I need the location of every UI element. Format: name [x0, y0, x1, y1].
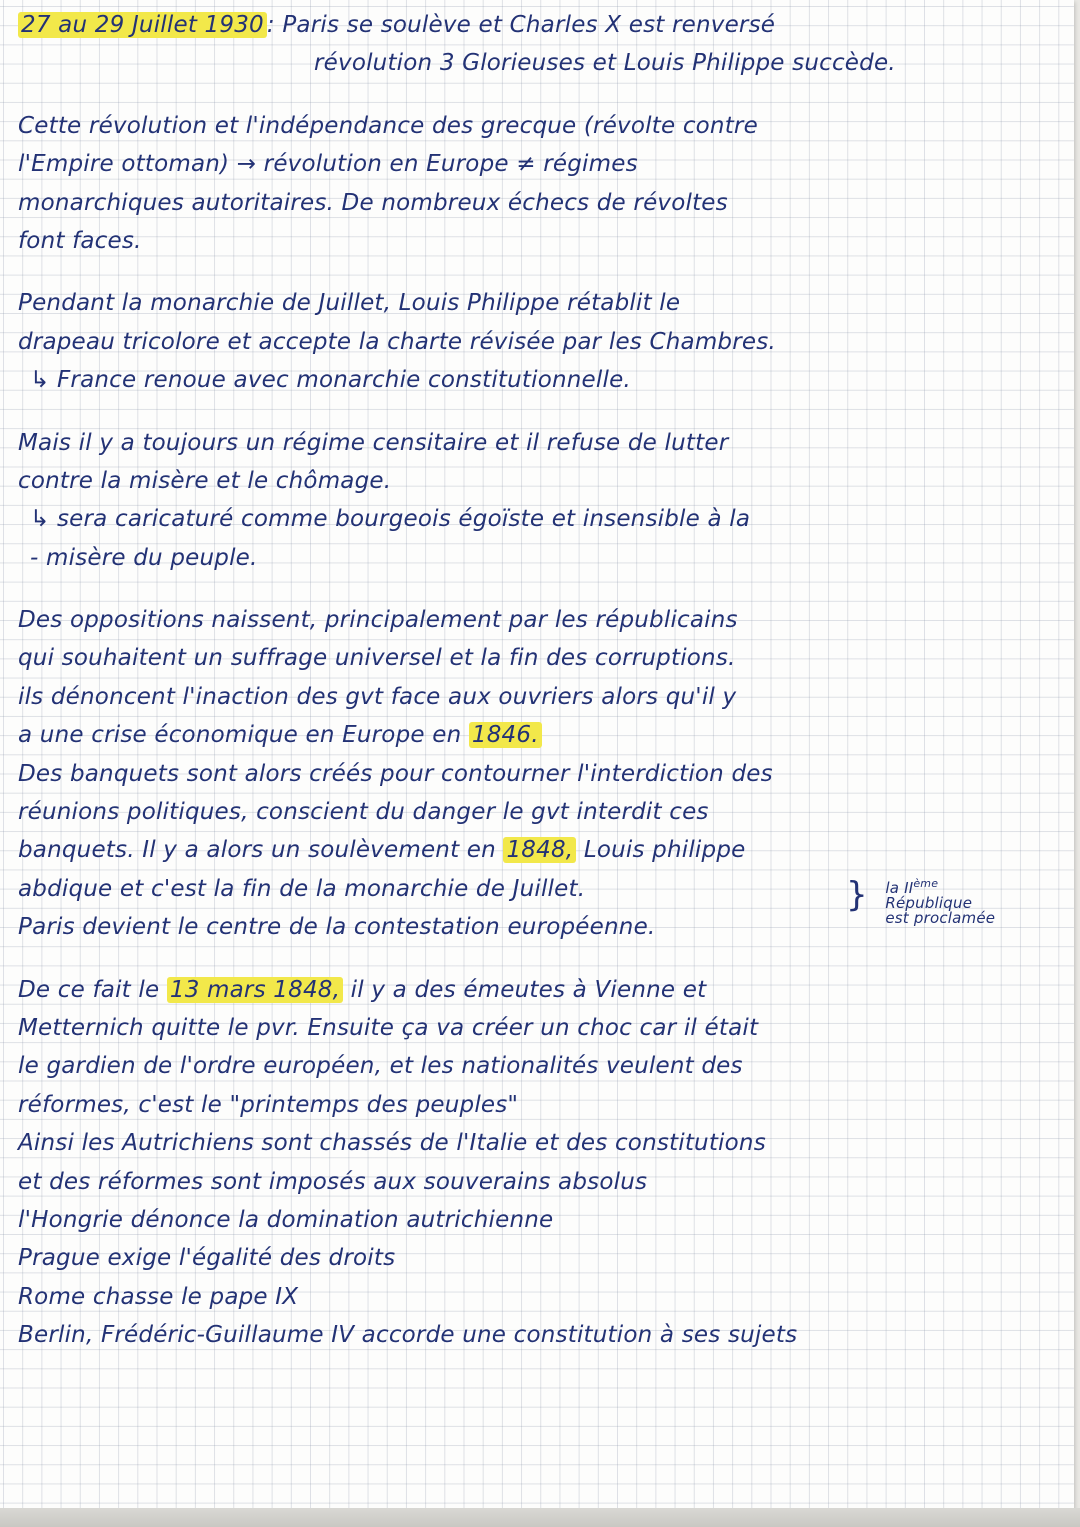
text-segment: a une crise économique en Europe en — [18, 722, 462, 749]
side-note-line: est proclamée — [885, 908, 996, 927]
scan-edge — [0, 1508, 1080, 1527]
text-line: monarchiques autoritaires. De nombreux échecs de révoltes — [18, 189, 728, 216]
text-line: contre la misère et le chômage. — [18, 467, 392, 494]
text-line — [18, 971, 1066, 1009]
spacer — [18, 260, 1066, 284]
spacer — [18, 400, 1066, 424]
text-segment: De ce fait le — [18, 976, 160, 1003]
text-line: font faces. — [18, 227, 142, 254]
abdication-block — [18, 870, 1066, 947]
text-segment: il y a des émeutes à Vienne et — [350, 976, 707, 1003]
side-note-line: la II — [885, 878, 914, 897]
text-segment: Louis philippe — [583, 837, 746, 864]
text-line: Pendant la monarchie de Juillet, Louis Philippe rétablit le — [18, 290, 681, 317]
text-line: ils dénoncent l'inaction des gvt face aux ouvriers alors qu'il y — [18, 683, 737, 710]
text-line — [18, 831, 1066, 869]
text-line: Mais il y a toujours un régime censitaire et il refuse de lutter — [18, 429, 729, 456]
spacer — [18, 947, 1066, 971]
text-line: le gardien de l'ordre européen, et les nationalités veulent des — [18, 1053, 743, 1080]
text-line: Des oppositions naissent, principalement par les républicains — [18, 607, 738, 634]
title-date-highlight: 27 au 29 Juillet 1930 — [18, 12, 267, 38]
date-highlight-1848: 1848, — [503, 837, 576, 863]
side-note — [846, 876, 995, 926]
text-line: et des réformes sont imposés aux souverains absolus — [18, 1168, 648, 1195]
title-line-1 — [18, 6, 1066, 44]
paragraph-printemps-peuples — [18, 971, 1066, 1355]
brace-glyph: } — [846, 874, 868, 915]
text-segment: banquets. Il y a alors un soulèvement en — [18, 837, 496, 864]
text-line: réformes, c'est le "printemps des peuples" — [18, 1091, 519, 1118]
text-line: abdique et c'est la fin de la monarchie de Juillet. — [18, 875, 586, 902]
text-line: l'Empire ottoman) → révolution en Europe ≠ régimes — [18, 151, 638, 178]
side-note-text — [885, 876, 995, 926]
text-line: Ainsi les Autrichiens sont chassés de l'Italie et des constitutions — [18, 1130, 766, 1157]
paragraph-regime-censitaire — [18, 424, 1066, 578]
date-highlight-13-mars-1848: 13 mars 1848, — [167, 977, 343, 1003]
handwritten-notes — [18, 6, 1066, 1355]
text-line: ↳ sera caricaturé comme bourgeois égoïste et insensible à la — [30, 506, 751, 533]
text-line: - misère du peuple. — [30, 544, 258, 571]
text-line: réunions politiques, conscient du danger le gvt interdit ces — [18, 799, 709, 826]
text-line: ↳ France renoue avec monarchie constitutionnelle. — [30, 367, 631, 394]
spacer — [18, 577, 1066, 601]
title-line-2: révolution 3 Glorieuses et Louis Philippe succède. — [314, 50, 896, 77]
text-line — [18, 716, 1066, 754]
text-line: Cette révolution et l'indépendance des grecque (révolte contre — [18, 112, 758, 139]
paragraph-oppositions — [18, 601, 1066, 947]
spacer — [18, 83, 1066, 107]
text-line: l'Hongrie dénonce la domination autrichienne — [18, 1206, 554, 1233]
text-line: Berlin, Frédéric-Guillaume IV accorde une constitution à ses sujets — [18, 1322, 798, 1349]
text-line: drapeau tricolore et accepte la charte révisée par les Chambres. — [18, 328, 776, 355]
side-note-line: République — [885, 893, 973, 912]
paragraph-revolution-europe — [18, 107, 1066, 261]
side-note-sup: ème — [913, 876, 939, 890]
text-line: Des banquets sont alors créés pour contourner l'interdiction des — [18, 760, 773, 787]
paragraph-monarchie-juillet — [18, 284, 1066, 399]
title-text: : Paris se soulève et Charles X est renversé — [266, 12, 776, 38]
text-line: qui souhaitent un suffrage universel et la fin des corruptions. — [18, 645, 736, 672]
text-line: Prague exige l'égalité des droits — [18, 1245, 396, 1272]
text-line: Paris devient le centre de la contestation européenne. — [18, 914, 656, 941]
date-highlight-1846: 1846. — [469, 722, 542, 748]
text-line: Rome chasse le pape IX — [18, 1283, 299, 1310]
text-line: Metternich quitte le pvr. Ensuite ça va créer un choc car il était — [18, 1014, 759, 1041]
